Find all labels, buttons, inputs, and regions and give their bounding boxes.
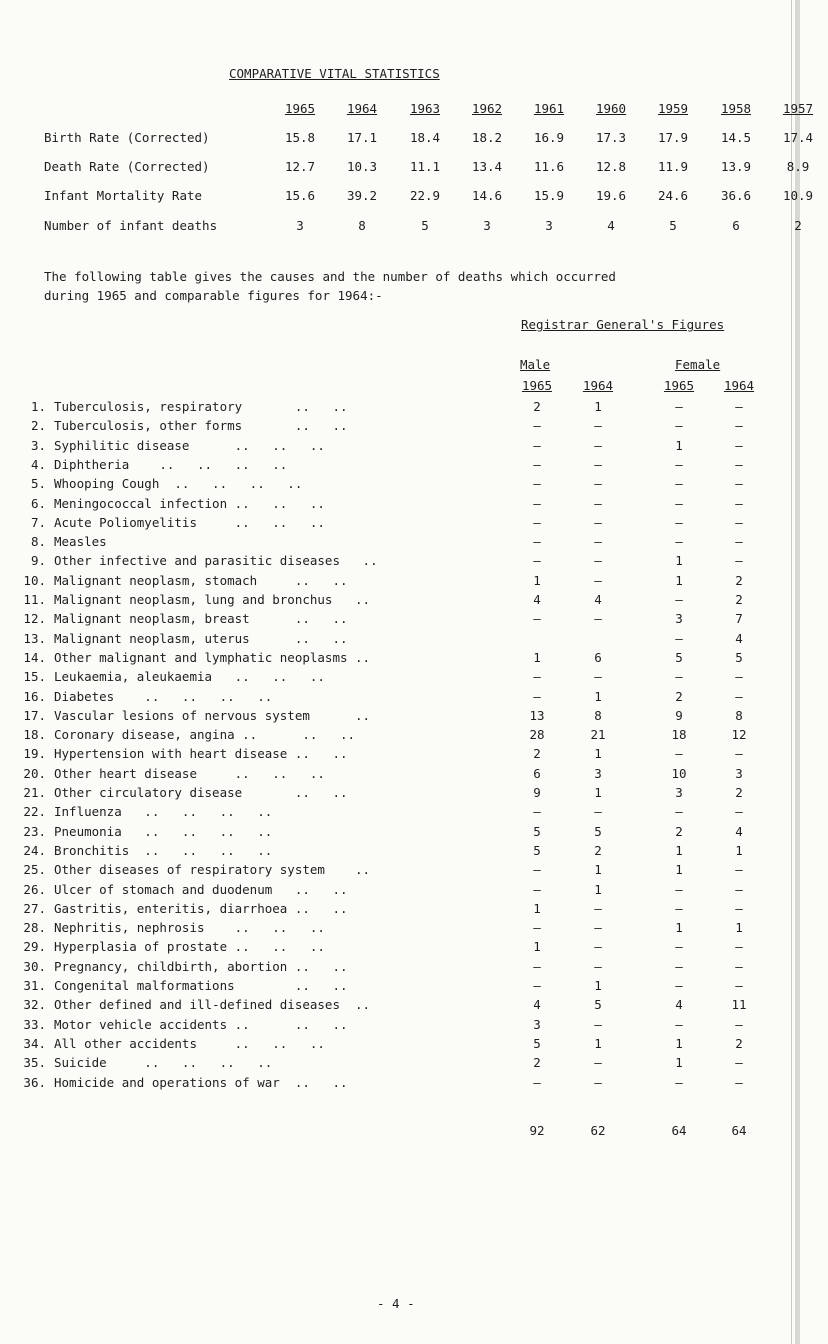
table-cell: – (533, 804, 541, 819)
table-cell: 2 (735, 1036, 743, 1051)
table-cell: 9 (533, 785, 541, 800)
table-cell: 17.9 (657, 130, 689, 145)
table-cell: – (735, 1075, 743, 1090)
table-cell: – (533, 534, 541, 549)
table-cell: 2 (533, 399, 541, 414)
cause-label: Other infective and parasitic diseases .. (54, 553, 378, 568)
table-cell: 6 (732, 218, 740, 233)
year-header: 1962 (471, 101, 503, 116)
table-cell: 4 (675, 997, 683, 1012)
table-cell: – (675, 669, 683, 684)
table-cell: 4 (607, 218, 615, 233)
table-cell: 8 (735, 708, 743, 723)
table-cell: 2 (735, 785, 743, 800)
table-cell: 1 (735, 920, 743, 935)
column-year-header: 1965 (521, 378, 553, 393)
cause-label: Coronary disease, angina .. .. .. (54, 727, 356, 742)
table-cell: 1 (594, 978, 602, 993)
year-header: 1961 (533, 101, 565, 116)
row-number: 30. (23, 959, 46, 974)
table-cell: 1 (533, 573, 541, 588)
table-cell: 1 (675, 862, 683, 877)
female-header: Female (675, 357, 721, 372)
table-cell: – (533, 862, 541, 877)
table-cell: 3 (533, 1017, 541, 1032)
table-cell: 18.2 (471, 130, 503, 145)
column-year-header: 1964 (723, 378, 755, 393)
table-cell: 12.7 (284, 159, 316, 174)
table-cell: 2 (675, 824, 683, 839)
table-cell: 1 (675, 1036, 683, 1051)
table-cell: – (675, 882, 683, 897)
row-number: 32. (23, 997, 46, 1012)
table-cell: 18.4 (409, 130, 441, 145)
table-cell: 1 (594, 399, 602, 414)
table-cell: – (675, 399, 683, 414)
table-cell: – (594, 959, 602, 974)
table-cell: 1 (594, 785, 602, 800)
table-cell: – (735, 515, 743, 530)
table-cell: 2 (675, 689, 683, 704)
table-cell: – (735, 553, 743, 568)
row-number: 17. (23, 708, 46, 723)
row-number: 6. (30, 496, 46, 511)
table-cell: – (675, 804, 683, 819)
table-cell: – (533, 418, 541, 433)
table-cell: 13.4 (471, 159, 503, 174)
table-cell: – (735, 901, 743, 916)
year-header: 1964 (346, 101, 378, 116)
year-header: 1959 (657, 101, 689, 116)
table-cell: 6 (533, 766, 541, 781)
table-cell: – (594, 669, 602, 684)
table-cell: 5 (669, 218, 677, 233)
table-cell: 4 (735, 631, 743, 646)
cause-label: Ulcer of stomach and duodenum .. .. (54, 882, 348, 897)
table-cell: – (675, 746, 683, 761)
table-cell: – (594, 515, 602, 530)
table-cell: – (735, 746, 743, 761)
table-cell: 1 (594, 882, 602, 897)
table-cell: – (533, 669, 541, 684)
table-cell: 3 (296, 218, 304, 233)
cause-label: Pregnancy, childbirth, abortion .. .. (54, 959, 348, 974)
table-cell: – (533, 920, 541, 935)
table-cell: – (735, 438, 743, 453)
table-cell: – (594, 457, 602, 472)
row-number: 12. (23, 611, 46, 626)
cause-label: Nephritis, nephrosis .. .. .. (54, 920, 325, 935)
table-cell: 7 (735, 611, 743, 626)
row-number: 16. (23, 689, 46, 704)
table-cell: 39.2 (346, 188, 378, 203)
table-cell: 8.9 (786, 159, 810, 174)
row-number: 8. (30, 534, 46, 549)
table-cell: 36.6 (720, 188, 752, 203)
total-cell: 62 (590, 1123, 606, 1138)
row-number: 24. (23, 843, 46, 858)
table-cell: 2 (533, 1055, 541, 1070)
row-number: 35. (23, 1055, 46, 1070)
cause-label: Tuberculosis, other forms .. .. (54, 418, 348, 433)
table-cell: 28 (529, 727, 545, 742)
cause-label: Measles (54, 534, 107, 549)
row-number: 2. (30, 418, 46, 433)
row-label: Death Rate (Corrected) (44, 159, 210, 174)
table-cell: – (533, 553, 541, 568)
table-cell: 11.6 (533, 159, 565, 174)
cause-label: Diabetes .. .. .. .. (54, 689, 273, 704)
row-number: 5. (30, 476, 46, 491)
row-number: 14. (23, 650, 46, 665)
intro-line-1: The following table gives the causes and the number of deaths which occurred (44, 269, 616, 284)
table-cell: – (675, 496, 683, 511)
male-header: Male (520, 357, 551, 372)
table-cell: – (675, 515, 683, 530)
table-cell: – (675, 1017, 683, 1032)
year-header: 1963 (409, 101, 441, 116)
row-number: 33. (23, 1017, 46, 1032)
table-cell: 1 (533, 901, 541, 916)
table-cell: – (594, 939, 602, 954)
row-number: 36. (23, 1075, 46, 1090)
row-number: 19. (23, 746, 46, 761)
table-cell: 22.9 (409, 188, 441, 203)
table-cell: – (735, 418, 743, 433)
table-cell: 4 (533, 592, 541, 607)
table-cell: 4 (533, 997, 541, 1012)
cause-label: Other circulatory disease .. .. (54, 785, 348, 800)
table-cell: – (735, 399, 743, 414)
table-cell: – (735, 496, 743, 511)
table-cell: – (594, 920, 602, 935)
table-cell: – (735, 457, 743, 472)
table-cell: – (675, 901, 683, 916)
cause-label: Hyperplasia of prostate .. .. .. (54, 939, 325, 954)
table-cell: 17.4 (782, 130, 814, 145)
table-cell: 19.6 (595, 188, 627, 203)
table-cell: 10.9 (782, 188, 814, 203)
table-cell: – (533, 978, 541, 993)
cause-label: Malignant neoplasm, uterus .. .. (54, 631, 348, 646)
table-cell: 18 (671, 727, 687, 742)
table-cell: 1 (533, 939, 541, 954)
table-cell: 5 (421, 218, 429, 233)
table-cell: – (594, 901, 602, 916)
table-cell: 3 (675, 611, 683, 626)
table-cell: 10.3 (346, 159, 378, 174)
row-number: 9. (30, 553, 46, 568)
cause-label: Motor vehicle accidents .. .. .. (54, 1017, 348, 1032)
year-header: 1960 (595, 101, 627, 116)
table-cell: 4 (594, 592, 602, 607)
table-cell: – (594, 611, 602, 626)
table-cell: 11.1 (409, 159, 441, 174)
row-number: 15. (23, 669, 46, 684)
table-cell: 1 (594, 862, 602, 877)
column-year-header: 1965 (663, 378, 695, 393)
cause-label: Gastritis, enteritis, diarrhoea .. .. (54, 901, 348, 916)
table-cell: – (735, 1017, 743, 1032)
table-cell: – (675, 939, 683, 954)
row-number: 4. (30, 457, 46, 472)
table-cell: – (735, 669, 743, 684)
table-cell: 4 (735, 824, 743, 839)
row-number: 1. (30, 399, 46, 414)
year-header: 1957 (782, 101, 814, 116)
table-cell: – (675, 978, 683, 993)
row-label: Number of infant deaths (44, 218, 218, 233)
table-cell: – (533, 611, 541, 626)
table-cell: 15.6 (284, 188, 316, 203)
table-cell: 1 (735, 843, 743, 858)
total-cell: 64 (671, 1123, 687, 1138)
row-number: 10. (23, 573, 46, 588)
cause-label: All other accidents .. .. .. (54, 1036, 325, 1051)
row-number: 21. (23, 785, 46, 800)
table-cell: 1 (594, 746, 602, 761)
table-cell: 3 (545, 218, 553, 233)
table-cell: – (594, 496, 602, 511)
table-cell: – (675, 457, 683, 472)
table-cell: 1 (675, 1055, 683, 1070)
table-cell: 3 (594, 766, 602, 781)
cause-label: Other heart disease .. .. .. (54, 766, 325, 781)
table-cell: 5 (675, 650, 683, 665)
table-cell: – (594, 553, 602, 568)
table-cell: 17.3 (595, 130, 627, 145)
table-cell: 3 (735, 766, 743, 781)
table-cell: 1 (675, 438, 683, 453)
table-cell: – (594, 438, 602, 453)
table-cell: – (594, 804, 602, 819)
row-label: Birth Rate (Corrected) (44, 130, 210, 145)
table-cell: – (594, 534, 602, 549)
cause-label: Hypertension with heart disease .. .. (54, 746, 348, 761)
row-number: 20. (23, 766, 46, 781)
row-number: 18. (23, 727, 46, 742)
cause-label: Malignant neoplasm, breast .. .. (54, 611, 348, 626)
row-number: 22. (23, 804, 46, 819)
table-cell: – (675, 418, 683, 433)
table-cell: 14.5 (720, 130, 752, 145)
table-cell: 8 (594, 708, 602, 723)
table-cell: – (675, 1075, 683, 1090)
row-number: 31. (23, 978, 46, 993)
table-cell: 14.6 (471, 188, 503, 203)
table-cell: – (735, 689, 743, 704)
row-number: 34. (23, 1036, 46, 1051)
table-cell: – (675, 959, 683, 974)
table-cell: 1 (533, 650, 541, 665)
cause-label: Congenital malformations .. .. (54, 978, 348, 993)
table-cell: 1 (594, 1036, 602, 1051)
table-cell: 12.8 (595, 159, 627, 174)
table-cell: – (533, 438, 541, 453)
table-cell: 5 (533, 1036, 541, 1051)
row-number: 26. (23, 882, 46, 897)
table-cell: 3 (675, 785, 683, 800)
cause-label: Influenza .. .. .. .. (54, 804, 273, 819)
table-cell: – (594, 476, 602, 491)
page-number: - 4 - (377, 1296, 415, 1311)
table-cell: – (594, 1075, 602, 1090)
table-cell: 5 (533, 824, 541, 839)
cause-label: Syphilitic disease .. .. .. (54, 438, 325, 453)
table-cell: 9 (675, 708, 683, 723)
row-number: 13. (23, 631, 46, 646)
table-cell: 3 (483, 218, 491, 233)
table-cell: 2 (533, 746, 541, 761)
table-cell: 2 (794, 218, 802, 233)
table-cell: 13 (529, 708, 545, 723)
table-cell: 2 (735, 573, 743, 588)
row-number: 25. (23, 862, 46, 877)
table-cell: 13.9 (720, 159, 752, 174)
table-cell: – (594, 573, 602, 588)
row-number: 23. (23, 824, 46, 839)
cause-label: Meningococcal infection .. .. .. (54, 496, 325, 511)
cause-label: Other malignant and lymphatic neoplasms .. (54, 650, 371, 665)
table-cell: 11 (731, 997, 747, 1012)
cause-label: Malignant neoplasm, lung and bronchus .. (54, 592, 371, 607)
table-cell: 6 (594, 650, 602, 665)
table-cell: 17.1 (346, 130, 378, 145)
table-cell: – (735, 476, 743, 491)
table-cell: – (533, 959, 541, 974)
table-cell: 16.9 (533, 130, 565, 145)
table-cell: 11.9 (657, 159, 689, 174)
cause-label: Pneumonia .. .. .. .. (54, 824, 273, 839)
table-cell: 1 (675, 573, 683, 588)
year-header: 1965 (284, 101, 316, 116)
table-cell: 1 (594, 689, 602, 704)
table-cell: 15.9 (533, 188, 565, 203)
table-cell: 10 (671, 766, 687, 781)
total-cell: 92 (529, 1123, 545, 1138)
year-header: 1958 (720, 101, 752, 116)
table-cell: – (675, 476, 683, 491)
cause-label: Leukaemia, aleukaemia .. .. .. (54, 669, 325, 684)
table-cell: – (735, 804, 743, 819)
table-cell: – (735, 939, 743, 954)
table-cell: 5 (735, 650, 743, 665)
table-cell: – (735, 959, 743, 974)
cause-label: Other defined and ill-defined diseases .. (54, 997, 371, 1012)
table-cell: – (594, 1017, 602, 1032)
cause-label: Whooping Cough .. .. .. .. (54, 476, 303, 491)
cause-label: Homicide and operations of war .. .. (54, 1075, 348, 1090)
cause-label: Bronchitis .. .. .. .. (54, 843, 273, 858)
table-cell: 5 (533, 843, 541, 858)
row-number: 27. (23, 901, 46, 916)
row-number: 28. (23, 920, 46, 935)
table-cell: – (533, 515, 541, 530)
table-cell: 1 (675, 920, 683, 935)
table-cell: 24.6 (657, 188, 689, 203)
row-number: 3. (30, 438, 46, 453)
cause-label: Diphtheria .. .. .. .. (54, 457, 288, 472)
table-cell: – (675, 631, 683, 646)
table-cell: – (675, 592, 683, 607)
table-cell: – (594, 418, 602, 433)
table-cell: – (675, 534, 683, 549)
table-cell: 8 (358, 218, 366, 233)
cause-label: Suicide .. .. .. .. (54, 1055, 273, 1070)
table-cell: 21 (590, 727, 606, 742)
table-cell: – (533, 689, 541, 704)
table-cell: – (735, 882, 743, 897)
cause-label: Vascular lesions of nervous system .. (54, 708, 371, 723)
table-cell: 15.8 (284, 130, 316, 145)
table-cell: – (533, 457, 541, 472)
table-cell: 2 (594, 843, 602, 858)
table-cell: – (735, 978, 743, 993)
table-cell: – (735, 862, 743, 877)
table-cell: – (533, 882, 541, 897)
intro-line-2: during 1965 and comparable figures for 1964:- (44, 288, 383, 303)
cause-label: Acute Poliomyelitis .. .. .. (54, 515, 325, 530)
table-cell: – (735, 534, 743, 549)
table-cell: 12 (731, 727, 747, 742)
row-number: 7. (30, 515, 46, 530)
table-cell: 1 (675, 843, 683, 858)
table-cell: 2 (735, 592, 743, 607)
cause-label: Tuberculosis, respiratory .. .. (54, 399, 348, 414)
column-year-header: 1964 (582, 378, 614, 393)
table-cell: 5 (594, 824, 602, 839)
row-number: 11. (23, 592, 46, 607)
source-label: Registrar General's Figures (521, 317, 725, 332)
total-cell: 64 (731, 1123, 747, 1138)
cause-label: Malignant neoplasm, stomach .. .. (54, 573, 348, 588)
table-cell: – (533, 1075, 541, 1090)
table-cell: – (533, 496, 541, 511)
table-cell: 1 (675, 553, 683, 568)
table-cell: 5 (594, 997, 602, 1012)
cause-label: Other diseases of respiratory system .. (54, 862, 371, 877)
row-number: 29. (23, 939, 46, 954)
page-title: COMPARATIVE VITAL STATISTICS (229, 66, 440, 81)
table-cell: – (533, 476, 541, 491)
table-cell: – (594, 1055, 602, 1070)
row-label: Infant Mortality Rate (44, 188, 203, 203)
table-cell: – (735, 1055, 743, 1070)
